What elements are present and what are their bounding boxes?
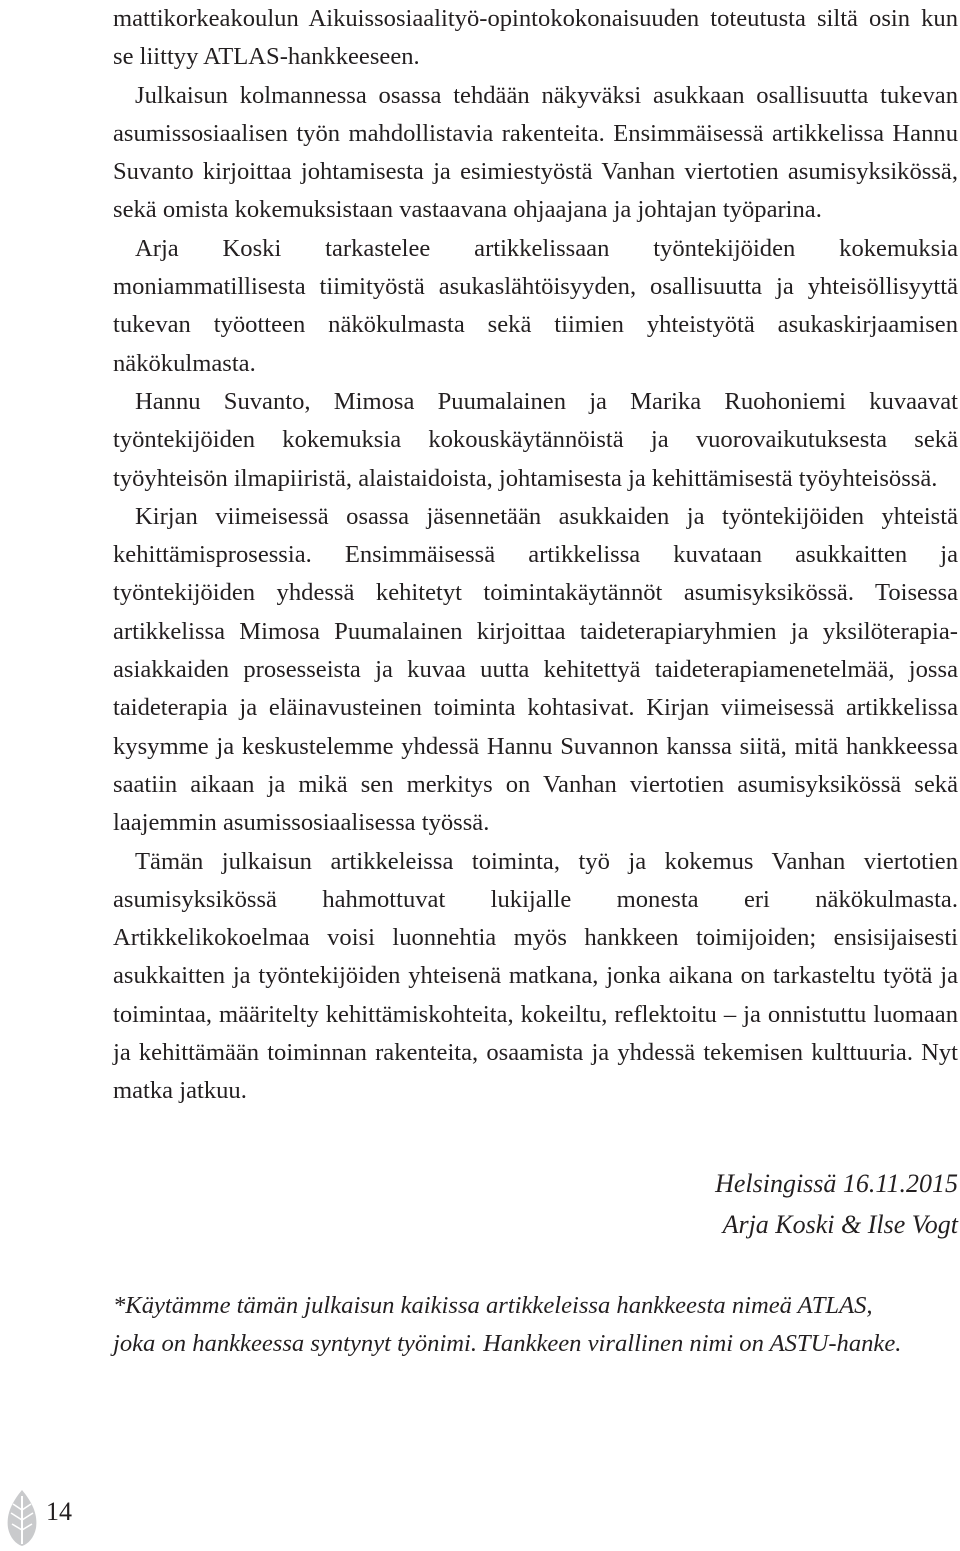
- signature-place-date: Helsingissä 16.11.2015: [715, 1168, 958, 1198]
- signature-block: [113, 1163, 958, 1245]
- paragraph-6: Tämän julkaisun artikkeleissa toiminta, työ ja kokemus Vanhan viertotien asumisyksikössä hahmottuvat lukijalle monesta eri näkökulmasta. Artikkelikokoelmaa voisi luonnehtia myös hankkeen toimijoiden; ensisijaisesti asukkaitten ja työntekijöiden yhteisenä matkana, jonka aikana on tarkasteltu työtä ja toimintaa, määritelty kehittämiskohteita, kokeiltu, reflektoitu – ja onnistuttu luomaan ja kehittämään toiminnan rakenteita, osaamista ja yhdessä tekemisen kulttuuria. Nyt matka jatkuu.: [113, 847, 958, 1105]
- paragraph-2: Julkaisun kolmannessa osassa tehdään näkyväksi asukkaan osallisuutta tukevan asumissosiaalisen työn mahdollistavia rakenteita. Ensimmäisessä artikkelissa Hannu Suvanto kirjoittaa johtamisesta ja esimiestyöstä Vanhan viertotien asumisyksikössä, sekä omista kokemuksistaan vastaavana ohjaajana ja johtajan työparina.: [113, 81, 958, 224]
- page-footer: [0, 1476, 110, 1551]
- signature-authors: Arja Koski & Ilse Vogt: [722, 1209, 958, 1239]
- footnote-line-2: joka on hankkeessa syntynyt työnimi. Hankkeen virallinen nimi on ASTU-hanke.: [113, 1329, 902, 1357]
- paragraph-1: mattikorkeakoulun Aikuissosiaalityö-opintokokonaisuuden toteutusta siltä osin kun se liittyy ATLAS-hankkeeseen.: [113, 5, 958, 71]
- page-number: 14: [46, 1497, 72, 1526]
- leaf-logo-icon: [0, 1488, 44, 1548]
- body-text: [113, 0, 958, 1111]
- footnote: [113, 1287, 958, 1363]
- footnote-line-1: *Käytämme tämän julkaisun kaikissa artikkeleissa hankkeesta nimeä ATLAS,: [113, 1291, 873, 1319]
- paragraph-4: Hannu Suvanto, Mimosa Puumalainen ja Marika Ruohoniemi kuvaavat työntekijöiden kokemuksia kokouskäytännöistä ja vuorovaikutuksesta sekä työyhteisön ilmapiiristä, alaistaidoista, johtamisesta ja kehittämisestä työyhteisössä.: [113, 387, 958, 492]
- paragraph-3: Arja Koski tarkastelee artikkelissaan työntekijöiden kokemuksia moniammatillisesta tiimityöstä asukaslähtöisyyden, osallisuutta ja yhteisöllisyyttä tukevan työotteen näkökulmasta sekä tiimien yhteistyötä asukaskirjaamisen näkökulmasta.: [113, 234, 958, 377]
- paragraph-5: Kirjan viimeisessä osassa jäsennetään asukkaiden ja työntekijöiden yhteistä kehittämisprosessia. Ensimmäisessä artikkelissa kuvataan asukkaitten ja työntekijöiden yhdessä kehitetyt toimintakäytännöt asumisyksikössä. Toisessa artikkelissa Mimosa Puumalainen kirjoittaa taideterapiaryhmien ja yksilöterapia-asiakkaiden prosesseista ja kuvaa uutta kehitettyä taideterapiamenetelmää, jossa taideterapia ja eläinavusteinen toiminta kohtasivat. Kirjan viimeisessä artikkelissa kysymme ja keskustelemme yhdessä Hannu Suvannon kanssa siitä, mitä hankkeessa saatiin aikaan ja mikä sen merkitys on Vanhan viertotien asumisyksikössä sekä laajemmin asumissosiaalisessa työssä.: [113, 502, 958, 837]
- page-content: [113, 0, 958, 1363]
